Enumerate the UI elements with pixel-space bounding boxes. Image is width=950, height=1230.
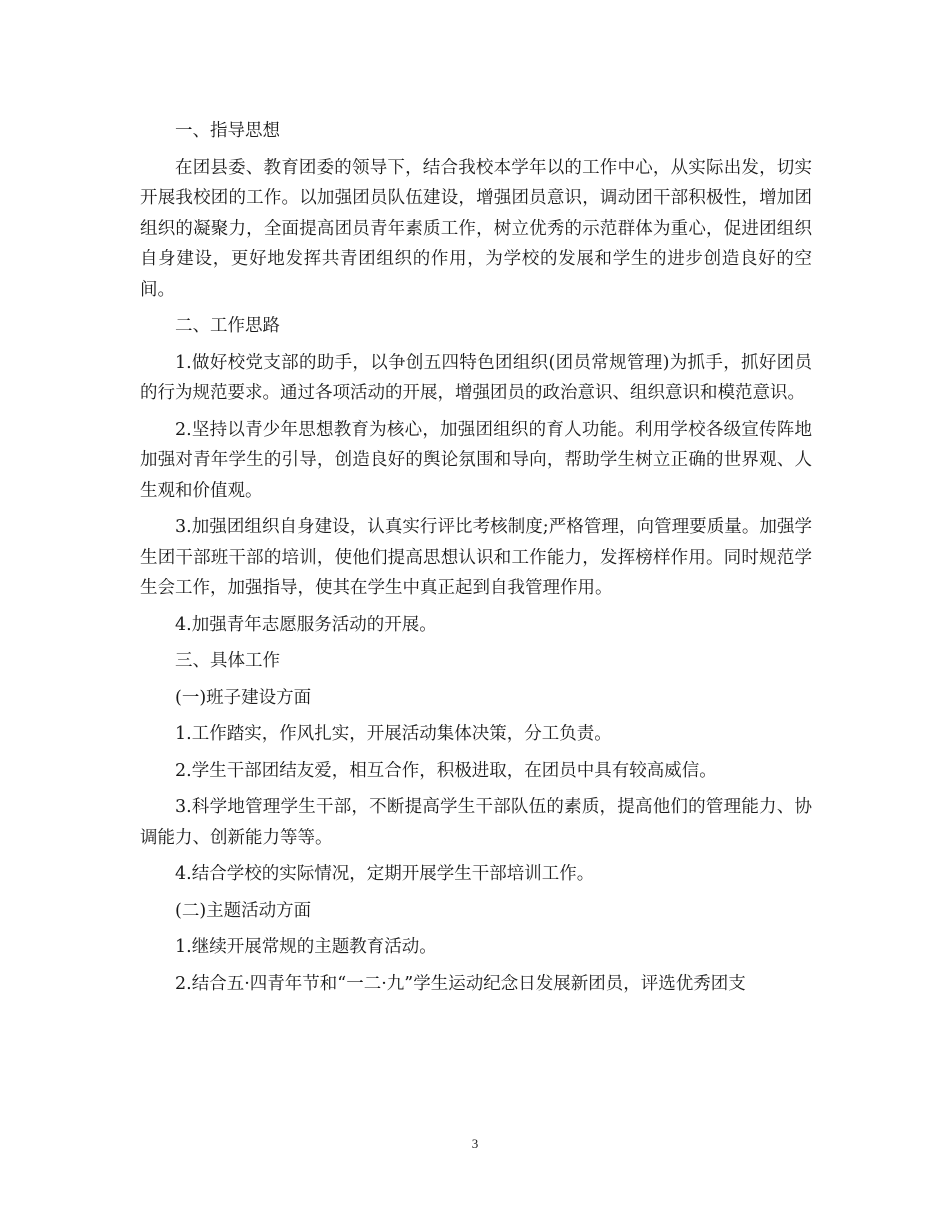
section-heading-work-approach: 二、工作思路 [175, 316, 280, 336]
paragraph-guiding-ideology: 在团县委、教育团委的领导下，结合我校本学年以的工作中心，从实际出发，切实开展我校团的工作。以加强团员队伍建设，增强团员意识，调动团干部积极性，增加团组织的凝聚力，全面提高团员青年素质工作，树立优秀的示范群体为重心，促进团组织自身建设，更好地发挥共青团组织的作用，为学校的发展和学生的进步创造良好的空间。 [140, 157, 812, 300]
paragraph-approach-item-1: 1.做好校党支部的助手，以争创五四特色团组织(团员常规管理)为抓手，抓好团员的行为规范要求。通过各项活动的开展，增强团员的政治意识、组织意识和模范意识。 [140, 352, 812, 403]
paragraph-activity-item-1: 1.继续开展常规的主题教育活动。 [175, 937, 437, 957]
paragraph-team-item-3: 3.科学地管理学生干部，不断提高学生干部队伍的素质，提高他们的管理能力、协调能力、创新能力等等。 [140, 797, 812, 848]
paragraph-approach-item-2: 2.坚持以青少年思想教育为核心，加强团组织的育人功能。利用学校各级宣传阵地加强对青年学生的引导，创造良好的舆论氛围和导向，帮助学生树立正确的世界观、人生观和价值观。 [140, 419, 812, 501]
paragraph-team-item-4: 4.结合学校的实际情况，定期开展学生干部培训工作。 [175, 864, 595, 884]
paragraph-approach-item-3: 3.加强团组织自身建设，认真实行评比考核制度;严格管理，向管理要质量。加强学生团干部班干部的培训，使他们提高思想认识和工作能力，发挥榜样作用。同时规范学生会工作，加强指导，使其在学生中真正起到自我管理作用。 [140, 517, 812, 598]
paragraph-team-item-2: 2.学生干部团结友爱，相互合作，积极进取，在团员中具有较高威信。 [175, 760, 717, 781]
section-heading-specific-work: 三、具体工作 [175, 651, 280, 671]
page-number: 3 [471, 1136, 479, 1151]
subheading-theme-activities: (二)主题活动方面 [175, 900, 312, 921]
paragraph-activity-item-2: 2.结合五·四青年节和“一二·九”学生运动纪念日发展新团员，评选优秀团支 [175, 973, 746, 994]
section-heading-guiding-ideology: 一、指导思想 [175, 121, 280, 141]
paragraph-approach-item-4: 4.加强青年志愿服务活动的开展。 [175, 614, 437, 635]
document-body [140, 116, 812, 1005]
subheading-team-building: (一)班子建设方面 [175, 687, 312, 708]
paragraph-team-item-1: 1.工作踏实，作风扎实，开展活动集体决策，分工负责。 [175, 724, 612, 744]
